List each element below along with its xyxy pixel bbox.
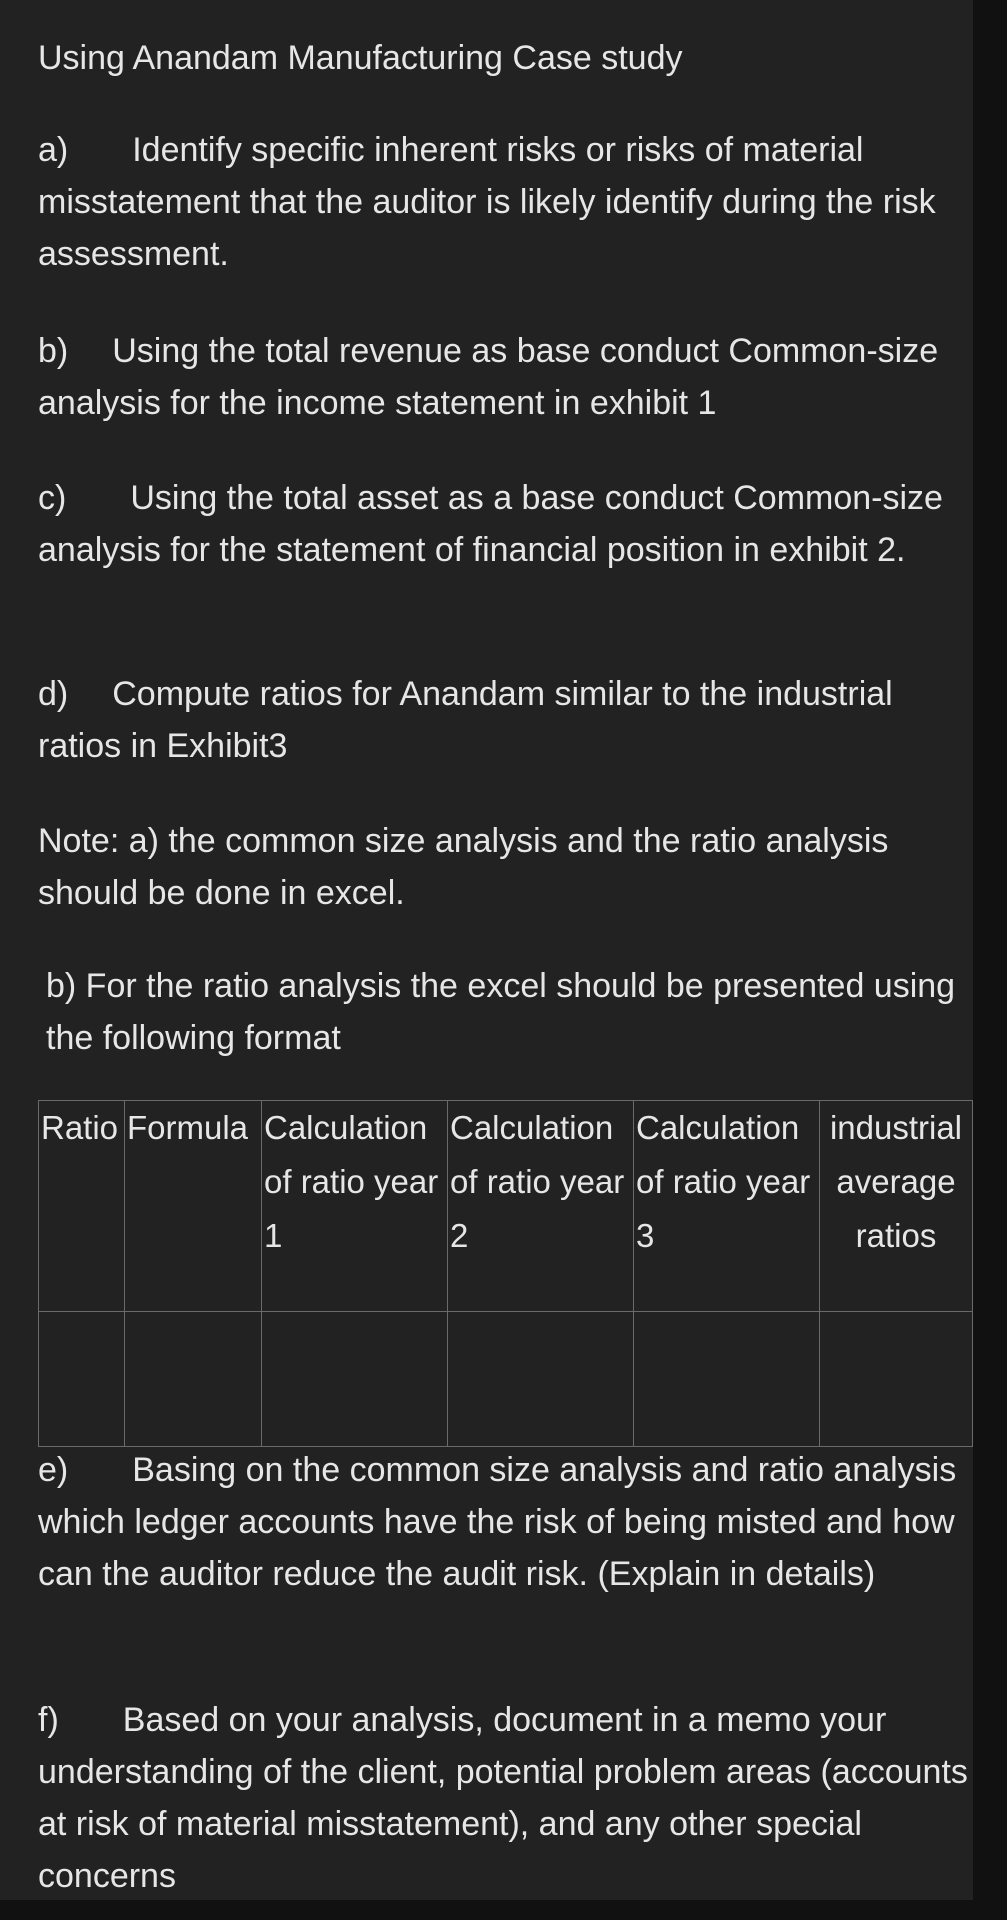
question-b: [38, 325, 968, 429]
question-f: [38, 1694, 968, 1902]
ratio-format-table: [38, 1100, 973, 1447]
question-c-text: Using the total asset as a base conduct Common-size analysis for the statement of financial position in exhibit 2.: [38, 479, 943, 569]
empty-cell: [262, 1312, 448, 1447]
table-row: [39, 1312, 973, 1447]
question-a: [38, 124, 968, 280]
empty-cell: [820, 1312, 973, 1447]
question-f-label: f): [38, 1701, 59, 1739]
question-a-text: Identify specific inherent risks or risks of material misstatement that the auditor is likely identify during the risk assessment.: [38, 131, 936, 273]
bottom-strip: [0, 1900, 1007, 1920]
question-d-label: d): [38, 675, 69, 713]
question-e: [38, 1444, 968, 1600]
empty-cell: [448, 1312, 634, 1447]
header-industrial-average: industrial average ratios: [820, 1101, 973, 1312]
question-e-text: Basing on the common size analysis and ratio analysis which ledger accounts have the risk of being misted and how can the auditor reduce the audit risk. (Explain in details): [38, 1451, 957, 1593]
header-calc-year-2: Calculation of ratio year 2: [448, 1101, 634, 1312]
document-title: Using Anandam Manufacturing Case study: [38, 39, 683, 77]
question-a-label: a): [38, 131, 69, 169]
empty-cell: [39, 1312, 125, 1447]
question-d: [38, 668, 968, 772]
header-formula: Formula: [125, 1101, 262, 1312]
question-f-text: Based on your analysis, document in a memo your understanding of the client, potential problem areas (accounts at risk of material misstatement), and any other special concerns: [38, 1701, 968, 1895]
empty-cell: [125, 1312, 262, 1447]
right-edge: [973, 0, 1007, 1920]
header-ratio: Ratio: [39, 1101, 125, 1312]
header-calc-year-1: Calculation of ratio year 1: [262, 1101, 448, 1312]
note-a: Note: a) the common size analysis and the ratio analysis should be done in excel.: [38, 822, 889, 912]
question-d-text: Compute ratios for Anandam similar to the industrial ratios in Exhibit3: [38, 675, 893, 765]
empty-cell: [634, 1312, 820, 1447]
question-c: [38, 472, 968, 576]
header-calc-year-3: Calculation of ratio year 3: [634, 1101, 820, 1312]
table-header-row: [39, 1101, 973, 1312]
question-b-text: Using the total revenue as base conduct Common-size analysis for the income statement in exhibit 1: [38, 332, 939, 422]
question-c-label: c): [38, 479, 67, 517]
question-b-label: b): [38, 332, 69, 370]
note-b: b) For the ratio analysis the excel should be presented using the following format: [46, 967, 956, 1057]
question-e-label: e): [38, 1451, 69, 1489]
